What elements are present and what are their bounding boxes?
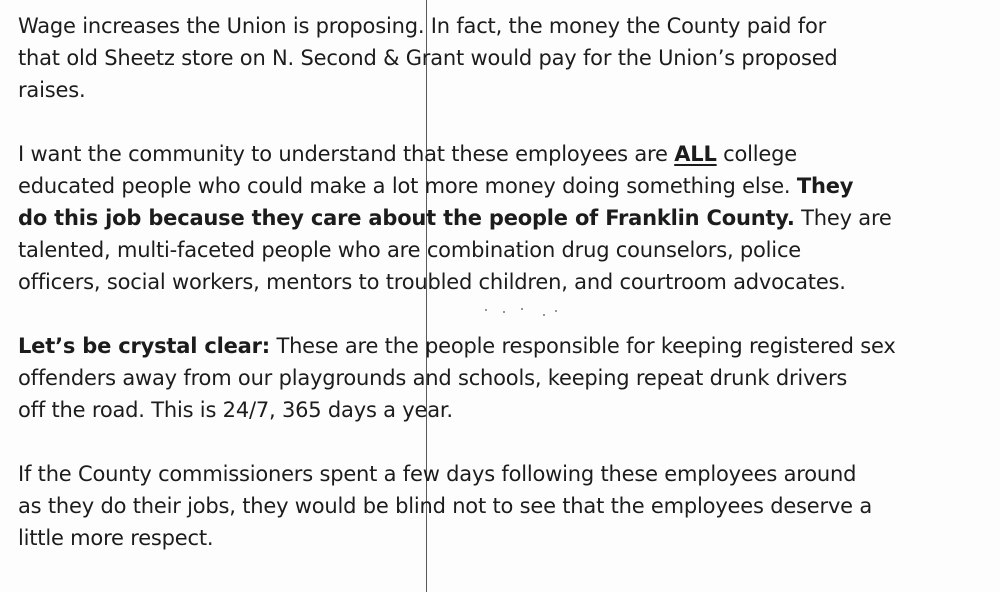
- text-run: off the road. This is 24/7, 365 days a year.: [18, 398, 453, 422]
- text-run: as they do their jobs, they would be blind not to see that the employees deserve a: [18, 494, 873, 518]
- text-line: [18, 42, 988, 74]
- text-line: [18, 330, 988, 362]
- text-run: little more respect.: [18, 526, 214, 550]
- text-run: ALL: [674, 142, 717, 166]
- text-line: [18, 202, 988, 234]
- text-line: [18, 266, 988, 298]
- text-line: [18, 522, 988, 554]
- text-run: These are the people responsible for keeping registered sex: [269, 334, 896, 358]
- text-line: [18, 170, 988, 202]
- text-run: Wage increases the Union is proposing. In fact, the money the County paid for: [18, 14, 827, 38]
- text-run: They are: [794, 206, 892, 230]
- document-body: [18, 10, 988, 554]
- text-run: talented, multi-faceted people who are combination drug counselors, police: [18, 238, 802, 262]
- text-run: college: [716, 142, 797, 166]
- text-line: [18, 362, 988, 394]
- paragraph: [18, 10, 988, 106]
- text-line: [18, 138, 988, 170]
- text-run: that old Sheetz store on N. Second & Grant would pay for the Union’s proposed: [18, 46, 838, 70]
- text-run: They: [796, 174, 854, 198]
- paragraph: [18, 458, 988, 554]
- text-run: offenders away from our playgrounds and schools, keeping repeat drunk drivers: [18, 366, 848, 390]
- paragraph: [18, 138, 988, 298]
- paragraph: [18, 330, 988, 426]
- text-line: [18, 458, 988, 490]
- text-line: [18, 490, 988, 522]
- text-line: [18, 234, 988, 266]
- text-run: If the County commissioners spent a few days following these employees around: [18, 462, 857, 486]
- text-run: I want the community to understand that these employees are: [18, 142, 675, 166]
- text-run: officers, social workers, mentors to troubled children, and courtroom advocates.: [18, 270, 846, 294]
- text-line: [18, 74, 988, 106]
- text-run: do this job because they care about the people of Franklin County.: [18, 206, 795, 230]
- text-run: raises.: [18, 78, 86, 102]
- text-run: Let’s be crystal clear:: [18, 334, 270, 358]
- text-run: educated people who could make a lot more money doing something else.: [18, 174, 797, 198]
- text-line: [18, 394, 988, 426]
- text-line: [18, 10, 988, 42]
